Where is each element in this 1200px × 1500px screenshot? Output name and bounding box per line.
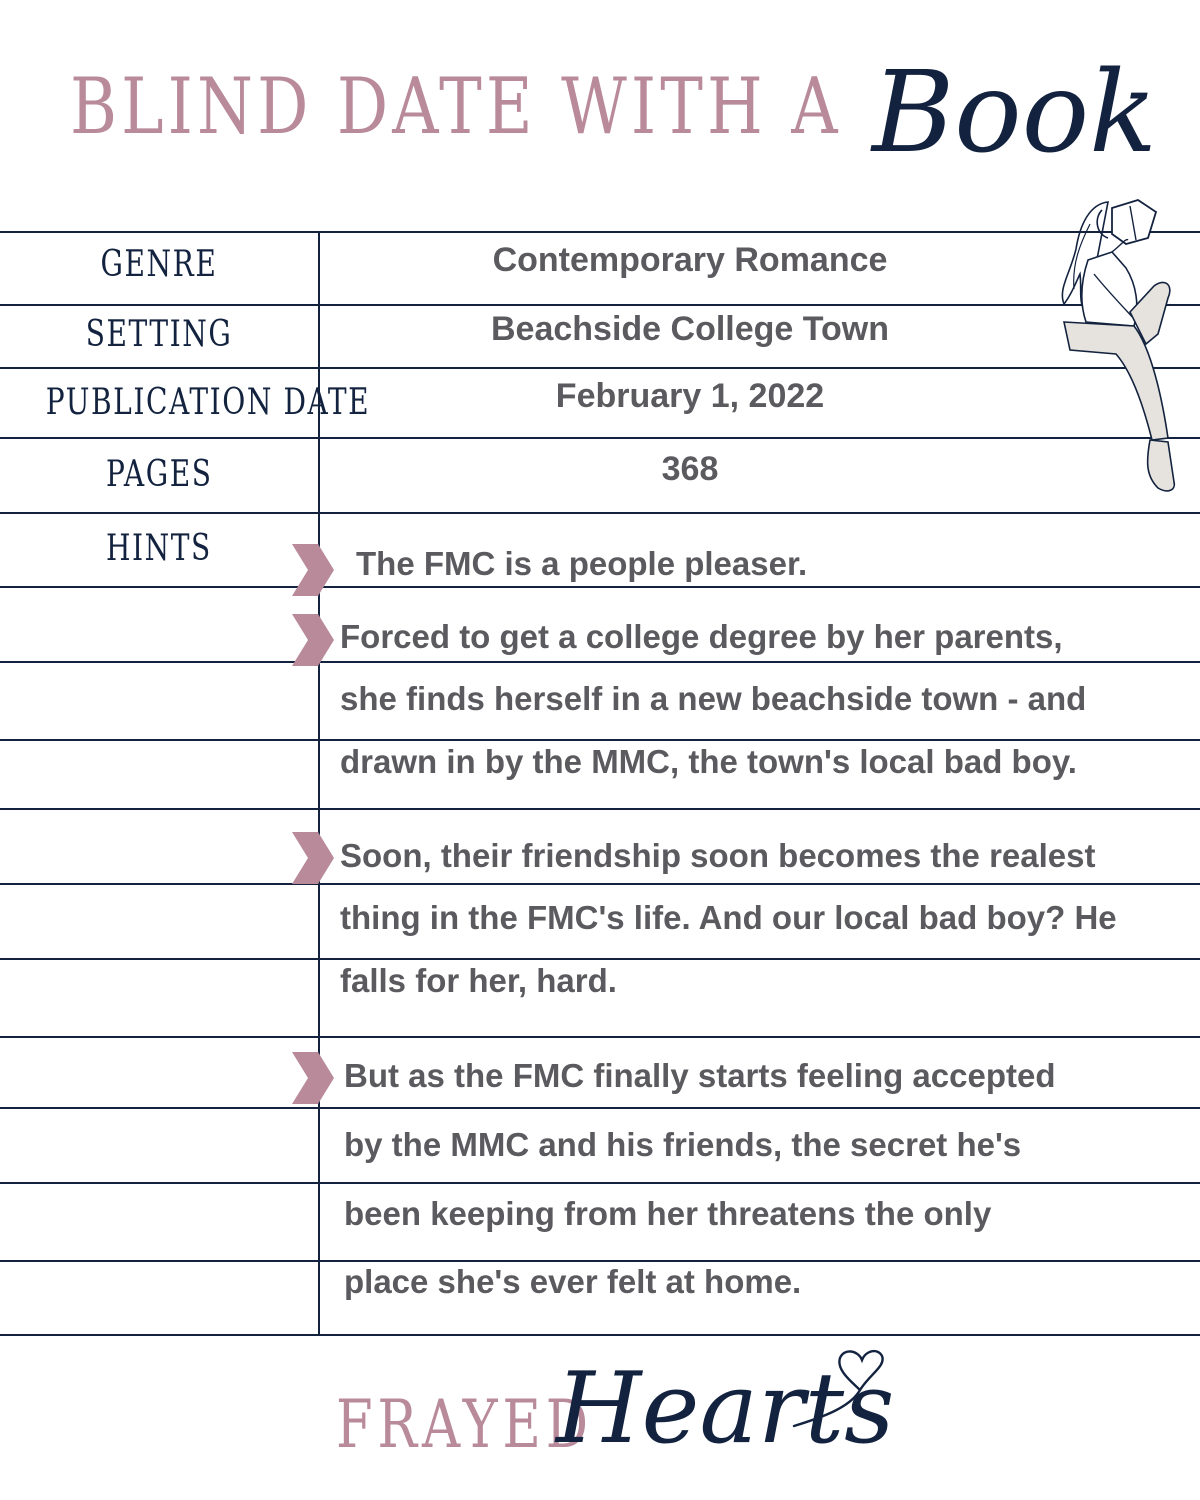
hint-line: falls for her, hard.	[340, 962, 617, 999]
setting-value: Beachside College Town	[490, 310, 889, 348]
brand-hearts: Hearts	[556, 1352, 895, 1466]
publication-date-value: February 1, 2022	[555, 377, 825, 415]
hint-line: she finds herself in a new beachside town - and	[340, 680, 1087, 717]
hint-line: Soon, their friendship soon becomes the realest	[340, 837, 1096, 874]
hint-line: place she's ever felt at home.	[344, 1263, 802, 1300]
hint-line: by the MMC and his friends, the secret he's	[344, 1126, 1022, 1163]
table-rule	[0, 1182, 1200, 1184]
hint-line: But as the FMC finally starts feeling accepted	[344, 1057, 1056, 1094]
table-rule	[0, 1260, 1200, 1262]
table-rule	[0, 808, 1200, 810]
hints-label: HINTS	[106, 528, 212, 569]
table-rule	[0, 739, 1200, 741]
hint-line: been keeping from her threatens the only	[344, 1195, 992, 1232]
chevron-right-icon	[292, 1052, 334, 1104]
table-rule	[0, 1107, 1200, 1109]
table-rule	[0, 437, 1200, 439]
hint-line: drawn in by the MMC, the town's local bad boy.	[340, 743, 1077, 780]
table-rule	[0, 883, 1200, 885]
publication-date-label: PUBLICATION DATE	[45, 382, 371, 423]
table-rule	[0, 1334, 1200, 1336]
heart-outline-icon	[790, 1348, 894, 1428]
table-rule	[0, 304, 1200, 306]
hint-line: thing in the FMC's life. And our local bad boy? He	[340, 899, 1117, 936]
reading-woman-illustration	[1050, 194, 1190, 496]
setting-label: SETTING	[85, 314, 233, 355]
genre-label: GENRE	[100, 244, 218, 285]
table-rule	[0, 367, 1200, 369]
pages-value: 368	[661, 450, 719, 488]
chevron-right-icon	[292, 832, 334, 884]
table-rule	[0, 231, 1200, 233]
table-rule	[0, 586, 1200, 588]
table-rule	[0, 661, 1200, 663]
chevron-right-icon	[292, 614, 334, 666]
pages-label: PAGES	[105, 454, 213, 495]
brand-frayed: FRAYED	[336, 1386, 593, 1463]
hint-line: Forced to get a college degree by her parents,	[340, 618, 1063, 655]
genre-value: Contemporary Romance	[492, 241, 888, 279]
table-rule	[0, 958, 1200, 960]
table-rule	[0, 1036, 1200, 1038]
table-rule	[0, 512, 1200, 514]
page-title: BLIND DATE WITH A	[70, 62, 842, 152]
hint-line: The FMC is a people pleaser.	[356, 545, 808, 582]
chevron-right-icon	[292, 544, 334, 596]
page-title-script: Book	[872, 48, 1158, 178]
